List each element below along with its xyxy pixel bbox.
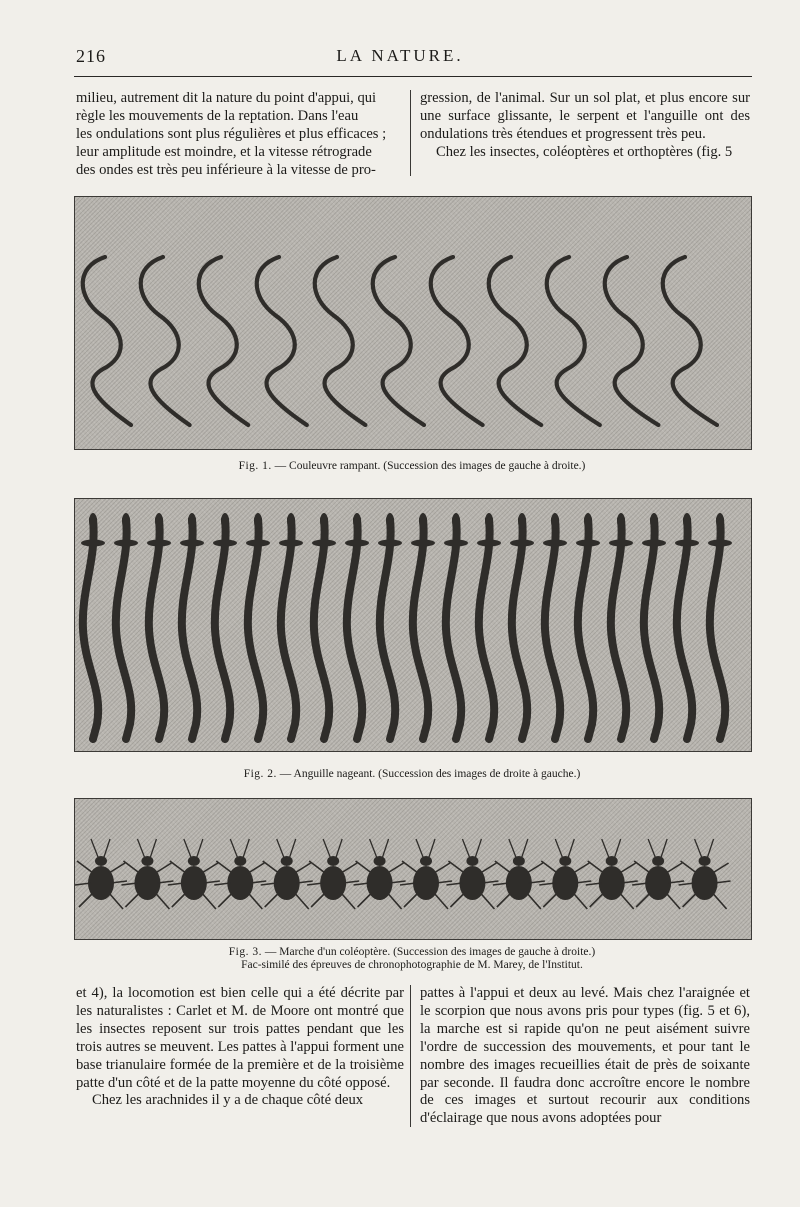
beetle-figure	[586, 839, 638, 909]
snake-figure	[141, 257, 190, 425]
eel-figure	[147, 513, 171, 739]
beetle-figure	[539, 839, 591, 909]
snake-figure	[489, 257, 541, 425]
eel-figure	[279, 513, 303, 739]
beetle-figure	[307, 839, 359, 909]
eel-figure	[180, 513, 204, 739]
page-number: 216	[76, 46, 106, 66]
snake-figure	[547, 257, 600, 425]
figure-3-label: Fig. 3.	[228, 946, 262, 958]
eel-figure	[444, 513, 468, 739]
paragraph: et 4), la locomotion est bien celle qui a été décrite par les naturalistes : Carlet et M. de Moore ont montré que les insectes reposent sur trois pattes pendant que les trois autres se meuvent. Les pattes à l'appui forment une base trianulaire formée de la première et de la troisième patte d'un côté et de la patte moyenne du côté opposé.	[76, 985, 404, 1091]
text-line: les ondulations sont plus régulières et plus efficaces ;	[76, 125, 387, 142]
paragraph: Chez les arachnides il y a de chaque côté deux	[92, 1092, 364, 1109]
figure-2-plate	[74, 498, 752, 752]
figure-1-label: Fig. 1.	[238, 460, 272, 472]
figure-2-eel-sequence	[75, 499, 751, 751]
beetle-figure	[632, 839, 684, 909]
eel-figure	[312, 513, 336, 739]
header-rule	[74, 76, 752, 77]
beetle-figure	[214, 839, 266, 909]
eel-figure	[345, 513, 369, 739]
eel-figure	[543, 513, 567, 739]
eel-figure	[411, 513, 435, 739]
figure-3-caption-text: — Marche d'un coléoptère. (Succession des images de gauche à droite.)	[264, 946, 596, 958]
beetle-figure	[679, 839, 731, 909]
figure-3-credit: Fac-similé des épreuves de chronophotographie de M. Marey, de l'Institut.	[241, 959, 583, 971]
bottom-left-column	[76, 985, 404, 1110]
top-right-column	[420, 90, 750, 162]
running-title: LA NATURE.	[336, 46, 464, 65]
beetle-figure	[121, 839, 173, 909]
bottom-right-column	[420, 985, 750, 1128]
snake-figure	[663, 257, 717, 425]
eel-figure	[246, 513, 270, 739]
snake-figure	[199, 257, 248, 425]
eel-figure	[213, 513, 237, 739]
beetle-figure	[354, 839, 406, 909]
figure-2-caption	[74, 768, 750, 781]
beetle-figure	[168, 839, 220, 909]
text-line: règle les mouvements de la reptation. Dans l'eau	[76, 107, 359, 124]
eel-figure	[708, 513, 732, 739]
eel-figure	[114, 513, 138, 739]
eel-figure	[378, 513, 402, 739]
snake-figure	[605, 257, 659, 425]
top-left-column	[76, 90, 404, 180]
figure-1-plate	[74, 196, 752, 450]
figure-2-label: Fig. 2.	[243, 768, 277, 780]
paragraph: Chez les insectes, coléoptères et orthoptères (fig. 5	[436, 143, 733, 160]
beetle-figure	[261, 839, 313, 909]
eel-figure	[510, 513, 534, 739]
figure-3-caption	[74, 946, 750, 972]
figure-1-snake-sequence	[75, 197, 751, 449]
figure-1-caption	[74, 460, 750, 473]
eel-figure	[609, 513, 633, 739]
text-line: leur amplitude est moindre, et la vitesse rétrograde	[76, 143, 372, 160]
eel-figure	[642, 513, 666, 739]
snake-figure	[315, 257, 366, 425]
figure-1-caption-text: — Couleuvre rampant. (Succession des images de gauche à droite.)	[274, 460, 586, 472]
paragraph: gression, de l'animal. Sur un sol plat, et plus encore sur une surface glissante, le serpent et l'anguille ont des ondulations très étendues et progressent très peu.	[420, 90, 750, 142]
column-rule-bottom	[410, 985, 411, 1127]
eel-figure	[477, 513, 501, 739]
snake-figure	[83, 257, 131, 425]
snake-figure	[257, 257, 307, 425]
figure-3-plate	[74, 798, 752, 940]
snake-figure	[431, 257, 483, 425]
beetle-figure	[75, 839, 127, 909]
beetle-figure	[446, 839, 498, 909]
column-rule-top	[410, 90, 411, 176]
eel-figure	[81, 513, 105, 739]
paragraph: pattes à l'appui et deux au levé. Mais chez l'araignée et le scorpion que nous avons pris pour types (fig. 5 et 6), la marche est si rapide qu'on ne peut aisément suivre l'ordre de succession des mouvements, et pour tant le nombre des images recueillies était de près de soixante par seconde. Il faudra donc accroître encore le nombre de ces images et surtout recourir aux conditions d'éclairage que nous avons adoptées pour	[420, 985, 750, 1127]
figure-2-caption-text: — Anguille nageant. (Succession des images de droite à gauche.)	[279, 768, 581, 780]
figure-3-beetle-sequence	[75, 799, 751, 939]
snake-figure	[373, 257, 424, 425]
beetle-figure	[493, 839, 545, 909]
eel-figure	[675, 513, 699, 739]
eel-figure	[576, 513, 600, 739]
beetle-figure	[400, 839, 452, 909]
text-line: des ondes est très peu inférieure à la vitesse de pro-	[76, 161, 376, 178]
text-line: milieu, autrement dit la nature du point d'appui, qui	[76, 90, 377, 106]
